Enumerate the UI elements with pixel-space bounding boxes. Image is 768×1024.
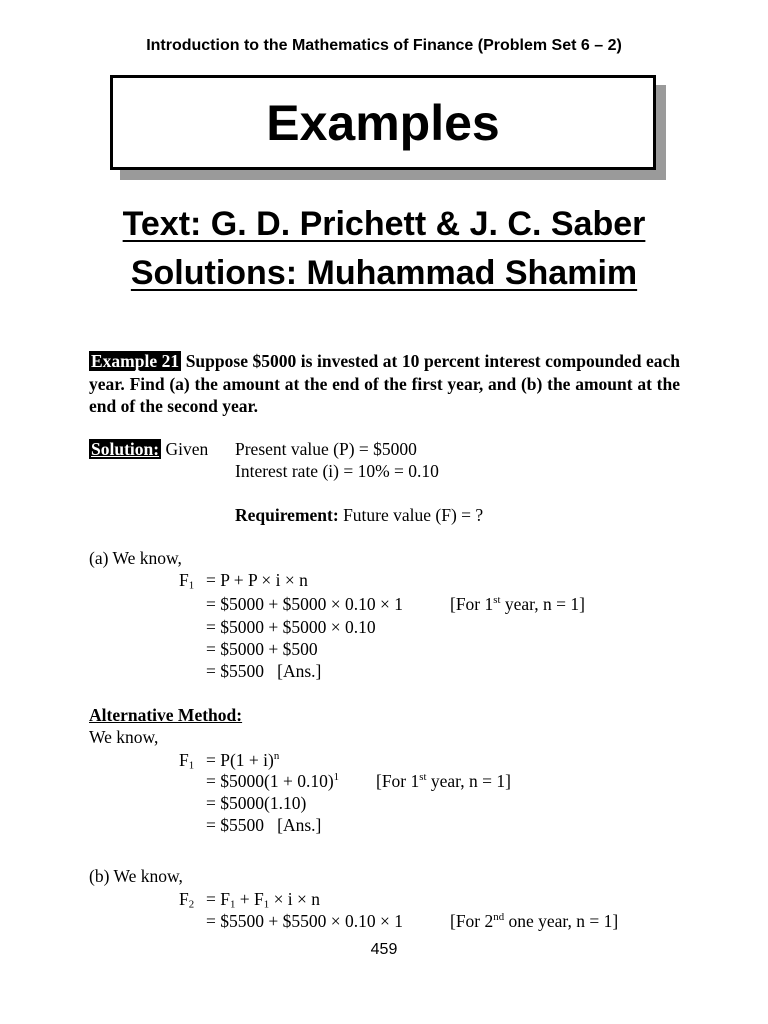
- part-b-line-2: = $5500 + $5500 × 0.10 × 1: [206, 911, 403, 931]
- alternative-line-3: = $5000(1.10): [206, 793, 307, 813]
- f-subscript: 2: [188, 898, 195, 911]
- requirement-row: [235, 504, 483, 526]
- present-value: Present value (P) = $5000: [235, 439, 417, 459]
- f-symbol: F: [179, 570, 189, 590]
- alternative-line-2: = $5000(1 + 0.10)$^1$: [206, 770, 340, 791]
- part-a-line-2-note: [For 1st year, n = 1]: [450, 593, 585, 614]
- f-symbol: F: [179, 750, 189, 770]
- given-label: Given: [165, 439, 209, 459]
- part-a-f-label: [179, 569, 194, 591]
- f-symbol: F: [179, 889, 189, 909]
- f-subscript: 1: [188, 579, 195, 592]
- part-b-line-1: = $F_1 + F_1 \times i \times n$: [206, 889, 321, 911]
- page-number: 459: [370, 941, 398, 958]
- solution-tag: Solution:: [91, 439, 160, 459]
- part-a-line-3: = $5000 + $5000 × 0.10: [206, 617, 376, 637]
- alternative-heading: Alternative Method:: [89, 705, 243, 725]
- alternative-line-4: = $5500 [Ans.]: [206, 815, 322, 835]
- solution-row: [89, 438, 208, 460]
- part-a-line-2: = $5000 + $5000 × 0.10 × 1: [206, 594, 403, 614]
- part-a-intro: (a) We know,: [89, 548, 182, 568]
- part-b-line-2-note: [For 2nd one year, n = 1]: [450, 910, 619, 931]
- solutions-credit: Solutions: Muhammad Shamim: [130, 254, 638, 292]
- example-text: Suppose $5000 is invested at 10 percent interest compounded each year. Find (a) the amount at the end of the first year, and (b) the amount at the end of the second year.: [89, 351, 680, 416]
- requirement-label: Requirement:: [235, 505, 339, 525]
- example-tag: Example 21: [91, 351, 180, 371]
- interest-rate: Interest rate (i) = 10% = 0.10: [235, 461, 439, 481]
- page-header: Introduction to the Mathematics of Finance (Problem Set 6 – 2): [146, 37, 622, 54]
- part-b-intro: (b) We know,: [89, 866, 183, 886]
- part-a-line-1: = P + P × i × n: [206, 570, 308, 590]
- requirement-text: Future value (F) = ?: [343, 505, 484, 525]
- part-a-line-4: = $5000 + $500: [206, 639, 318, 659]
- alternative-f-label: [179, 749, 194, 771]
- alternative-line-2-note: [For 1st year, n = 1]: [376, 770, 511, 791]
- part-a-line-5: = $5500 [Ans.]: [206, 661, 322, 681]
- example-statement: [89, 350, 680, 418]
- part-b-f-label: [179, 888, 194, 910]
- page-title: Examples: [266, 94, 500, 151]
- alternative-line-1: = $P(1 + i)^n$: [206, 749, 280, 770]
- f-subscript: 1: [188, 759, 195, 772]
- text-credit: Text: G. D. Prichett & J. C. Saber: [122, 205, 646, 243]
- alternative-intro: We know,: [89, 727, 159, 747]
